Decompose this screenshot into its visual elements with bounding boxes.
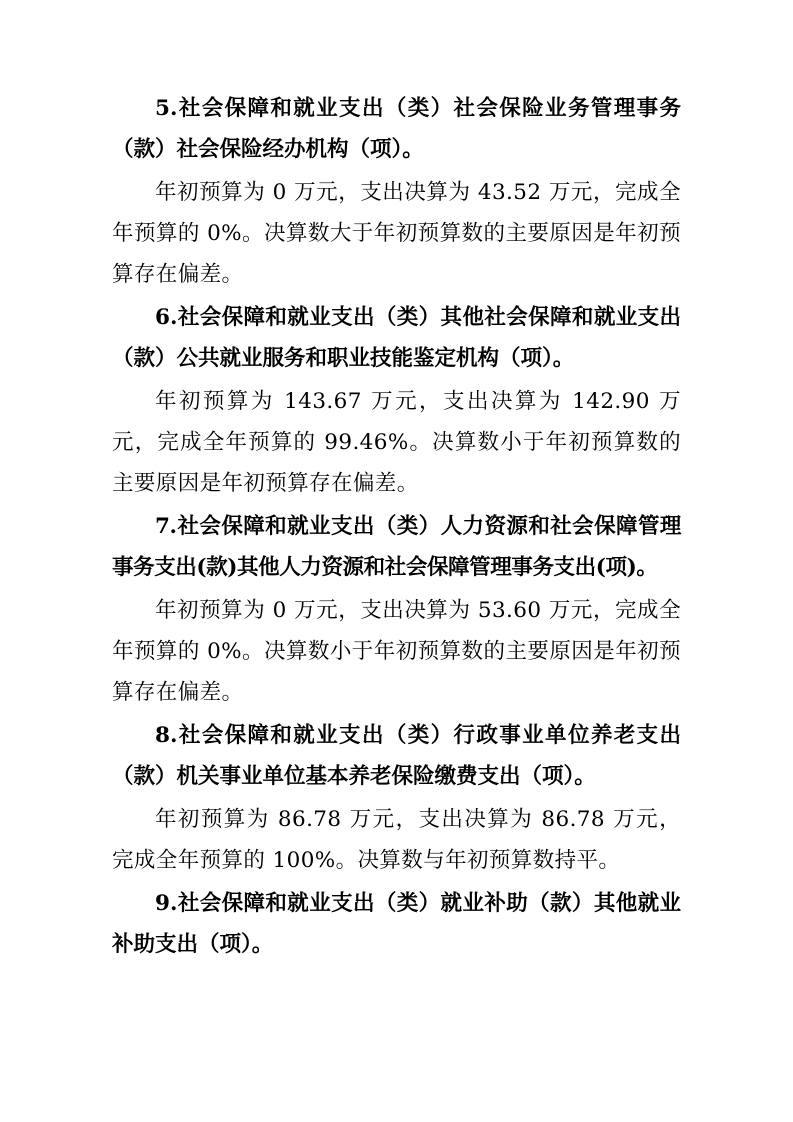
paragraph-item-9-heading: 9.社会保障和就业支出（类）就业补助（款）其他就业补助支出（项）。 — [112, 891, 681, 957]
paragraph-item-6-detail: 年初预算为 143.67 万元，支出决算为 142.90 万元，完成全年预算的 99.46%。决算数小于年初预算数的主要原因是年初预算存在偏差。 — [112, 389, 681, 496]
paragraph-item-8-detail: 年初预算为 86.78 万元，支出决算为 86.78 万元，完成全年预算的 100%。决算数与年初预算数持平。 — [112, 807, 681, 873]
paragraph-item-7-detail: 年初预算为 0 万元，支出决算为 53.60 万元，完成全年预算的 0%。决算数小于年初预算数的主要原因是年初预算存在偏差。 — [112, 598, 681, 705]
paragraph-item-5-detail: 年初预算为 0 万元，支出决算为 43.52 万元，完成全年预算的 0%。决算数大于年初预算数的主要原因是年初预算存在偏差。 — [112, 180, 681, 287]
paragraph-item-8-heading: 8.社会保障和就业支出（类）行政事业单位养老支出（款）机关事业单位基本养老保险缴费支出（项）。 — [112, 723, 681, 789]
paragraph-item-5-heading: 5.社会保障和就业支出（类）社会保险业务管理事务（款）社会保险经办机构（项）。 — [112, 96, 681, 162]
paragraph-item-7-heading: 7.社会保障和就业支出（类）人力资源和社会保障管理事务支出(款)其他人力资源和社会保障管理事务支出(项)。 — [112, 514, 681, 580]
paragraph-item-6-heading: 6.社会保障和就业支出（类）其他社会保障和就业支出（款）公共就业服务和职业技能鉴定机构（项）。 — [112, 305, 681, 371]
document-body — [112, 88, 681, 965]
